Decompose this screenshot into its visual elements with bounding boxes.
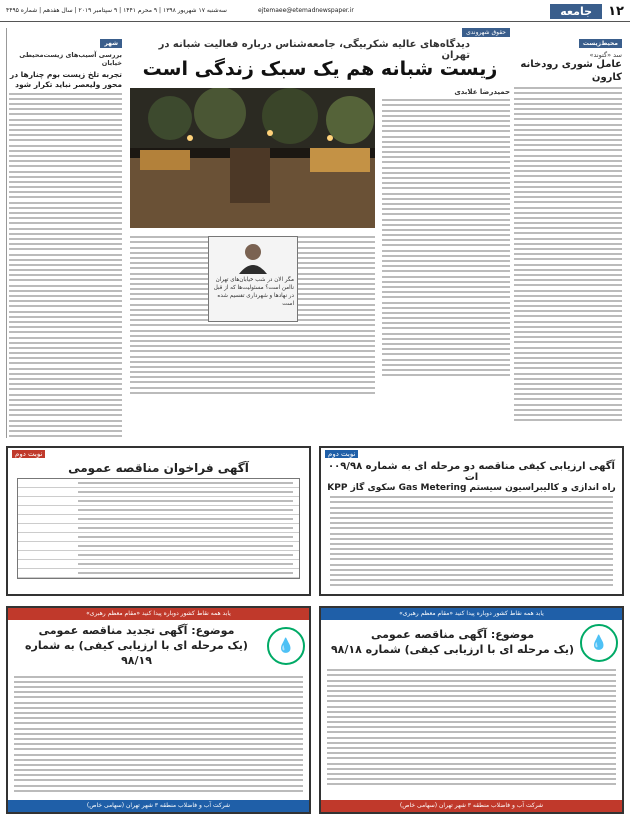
ad-banner: یابد همه نقاط کشور دوباره پیدا کنید «مقام معظم رهبری» (321, 608, 622, 620)
ad-badge: نوبت دوم (325, 450, 358, 458)
water-company-logo-icon: 💧 (580, 624, 618, 662)
tender-ad-top-left (6, 446, 311, 596)
ad-subtitle: (یک مرحله ای با ارزیابی کیفی) به شماره ۹۸/۱۹ (25, 638, 248, 667)
ad-subtitle: (یک مرحله ای با ارزیابی کیفی) شماره ۹۸/۱۸ (330, 643, 574, 656)
tender-ad-bottom-left (6, 606, 311, 814)
left-column-article (6, 28, 124, 438)
tender-ad-top-right (319, 446, 624, 596)
left-article-body (9, 93, 122, 437)
ad-table (17, 478, 300, 579)
quote-box (208, 236, 298, 322)
ad-body (8, 676, 309, 792)
ad-title: موضوع: آگهی تجدید مناقصه عمومی (38, 624, 235, 637)
night-street-photo (130, 88, 375, 228)
header-date: سه‌شنبه ۱۷ شهریور ۱۳۹۸ | ۹ محرم ۱۴۴۱ | ۹ سپتامبر ۲۰۱۹ | سال هفدهم | شماره ۴۴۹۵ (6, 7, 227, 14)
main-section-tag: حقوق شهروندی (462, 28, 510, 37)
left-article-kicker: بررسی آسیب‌های زیست‌محیطی خیابان (19, 51, 122, 67)
ad-footer: شرکت آب و فاضلاب منطقه ۳ شهر تهران (سهامی خاص) (8, 800, 309, 812)
author-portrait (236, 240, 270, 274)
main-article (130, 28, 510, 438)
article-author: حمیدرضا علابدی (454, 88, 510, 96)
right-article-kicker: سد «گتوند» (589, 51, 622, 59)
left-article-title: تجربه تلخ زیست بوم چنارها در محور ولیعصر نباید تکرار شود (9, 70, 122, 89)
water-company-logo-icon: 💧 (267, 627, 305, 665)
tender-ad-bottom-right (319, 606, 624, 814)
ad-body (321, 669, 622, 785)
main-article-title: زیست شبانه هم یک سبک زندگی است (142, 58, 498, 80)
page-header (0, 0, 630, 22)
right-section-label: محیط‌زیست (579, 39, 622, 48)
section-title: جامعه (550, 4, 602, 19)
right-column-article (512, 28, 624, 438)
ad-title: آگهی فراخوان مناقصه عمومی (68, 461, 249, 475)
main-article-kicker: دیدگاه‌های عالیه شکربیگی، جامعه‌شناس درباره فعالیت شبانه در تهران (158, 39, 470, 61)
ad-banner: یابد همه نقاط کشور دوباره پیدا کنید «مقام معظم رهبری» (8, 608, 309, 620)
right-article-title: عامل شوری رودخانه کارون (520, 59, 622, 83)
left-section-label: شهر (100, 39, 122, 48)
ad-title: موضوع: آگهی مناقصه عمومی (370, 628, 535, 642)
header-email[interactable]: ejtemaee@etemadnewspaper.ir (258, 7, 354, 14)
ad-body (324, 496, 619, 586)
ad-badge: نوبت دوم (12, 450, 45, 458)
pull-quote: مگر الان در شب خیابان‌های تهران ناامن است؟ مسئولیت‌ها که از قبل در نهادها و شهرداری تقسیم شده است (213, 277, 294, 308)
ad-subtitle: راه اندازی و کالیبراسیون سیستم Gas Metering سکوی گاز KPP (327, 483, 616, 493)
main-article-body (382, 88, 510, 428)
ad-footer: شرکت آب و فاضلاب منطقه ۳ شهر تهران (سهامی خاص) (321, 800, 622, 812)
page-number: ۱۲ (608, 4, 624, 19)
right-article-body (514, 87, 622, 421)
ad-title: آگهی ارزیابی کیفی مناقصه دو مرحله ای به شماره ۰۰۹/۹۸ ات (328, 461, 615, 483)
